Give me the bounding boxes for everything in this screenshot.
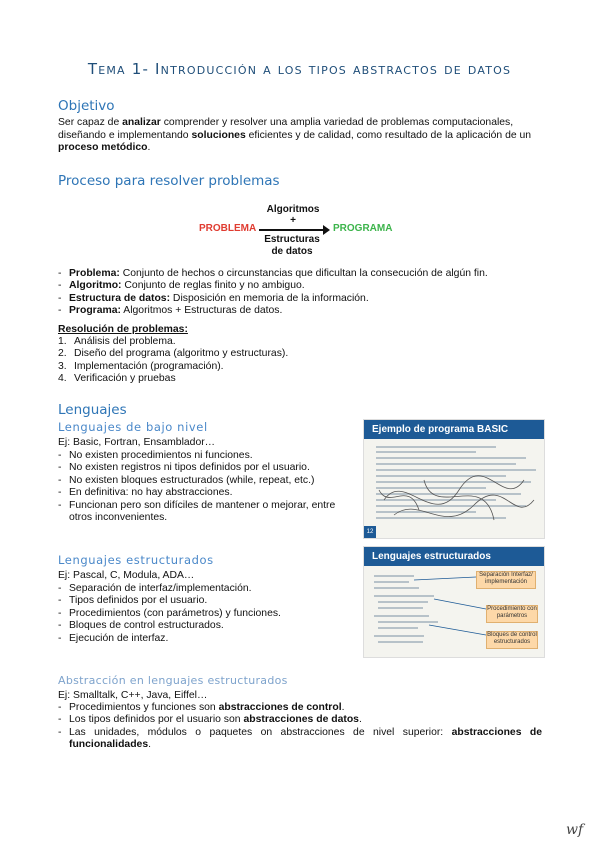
diagram-algoritmos: Algoritmos (266, 204, 320, 215)
list-item: - No existen bloques estructurados (while, repeat, etc.) (58, 474, 315, 486)
estructurados-list (58, 583, 358, 645)
diagram-de-datos: de datos (271, 246, 313, 257)
callout-bloques: Bloques de control estructurados (486, 631, 538, 649)
list-item: - No existen procedimientos ni funciones. (58, 450, 253, 461)
list-item: - Tipos definidos por el usuario. (58, 595, 208, 607)
estructurados-ej: Ej: Pascal, C, Modula, ADA… (58, 570, 195, 581)
page-title: Tema 1- Introducción a los tipos abstractos de datos (87, 60, 512, 78)
list-item: - Algoritmo: Conjunto de reglas finito y no ambiguo. (58, 280, 305, 292)
list-item: - Procedimientos (con parámetros) y funciones. (58, 607, 281, 619)
list-item: - Estructura de datos: Disposición en memoria de la información. (58, 292, 369, 304)
callout-interfaz: Separación Interfaz/ implementación (476, 571, 536, 589)
definitions-list (58, 268, 548, 318)
list-item: - Separación de interfaz/implementación. (58, 583, 252, 594)
section-heading-objetivo: Objetivo (58, 98, 115, 114)
structured-languages-slide (363, 546, 545, 658)
list-item: - Bloques de control estructurados. (58, 620, 224, 632)
list-item: - Problema: Conjunto de hechos o circunstancias que dificultan la consecución de algún fin. (58, 268, 488, 279)
signature: wf (566, 822, 584, 838)
scribble-arrows-icon (364, 440, 544, 538)
abstraccion-ej: Ej: Smalltalk, C++, Java, Eiffel… (58, 690, 208, 701)
list-item: - Las unidades, módulos o paquetes on abstracciones de nivel superior: abstracciones de funcionalidades. (58, 726, 542, 751)
process-diagram (195, 204, 405, 260)
slide-number: 12 (364, 526, 376, 538)
list-item: 2. Diseño del programa (algoritmo y estructuras). (58, 348, 289, 360)
diagram-programa: PROGRAMA (333, 223, 393, 234)
callout-procedimiento: Procedimiento con parámetros (486, 605, 538, 623)
diagram-plus: + (290, 215, 296, 226)
diagram-arrow-line (259, 229, 325, 231)
resolucion-heading: Resolución de problemas: (58, 324, 188, 335)
subheading-abstraccion: Abstracción en lenguajes estructurados (58, 674, 288, 687)
diagram-estructuras: Estructuras (264, 234, 320, 245)
list-item: - No existen registros ni tipos definidos por el usuario. (58, 462, 310, 474)
section-heading-lenguajes: Lenguajes (58, 402, 127, 418)
slide-title: Ejemplo de programa BASIC (364, 420, 544, 439)
basic-program-slide (363, 419, 545, 539)
bajo-nivel-ej: Ej: Basic, Fortran, Ensamblador… (58, 437, 216, 448)
list-item: 3. Implementación (programación). (58, 360, 224, 372)
list-item: 4. Verificación y pruebas (58, 373, 176, 385)
list-item: - Funcionan pero son difíciles de mantener o mejorar, entre otros inconvenientes. (58, 499, 336, 524)
list-item: - Procedimientos y funciones son abstracciones de control. (58, 702, 345, 713)
subheading-bajo-nivel: Lenguajes de bajo nivel (58, 420, 208, 434)
list-item: - Programa: Algoritmos + Estructuras de datos. (58, 305, 283, 317)
list-item: - Los tipos definidos por el usuario son abstracciones de datos. (58, 714, 362, 726)
diagram-problema: PROBLEMA (199, 223, 257, 234)
slide-title: Lenguajes estructurados (364, 547, 544, 566)
objetivo-text: Ser capaz de analizar comprender y resolver una amplia variedad de problemas computacionales, diseñando e implementando soluciones eficientes y de calidad, como resultado de la aplicación de un proceso metódico. (58, 117, 532, 153)
subheading-estructurados: Lenguajes estructurados (58, 553, 214, 567)
section-heading-proceso: Proceso para resolver problemas (58, 173, 280, 189)
list-item: 1. Análisis del problema. (58, 336, 176, 347)
resolucion-steps (58, 336, 288, 386)
abstraccion-list (58, 702, 542, 752)
list-item: - En definitiva: no hay abstracciones. (58, 487, 233, 499)
list-item: - Ejecución de interfaz. (58, 632, 169, 644)
bajo-nivel-list (58, 450, 358, 524)
